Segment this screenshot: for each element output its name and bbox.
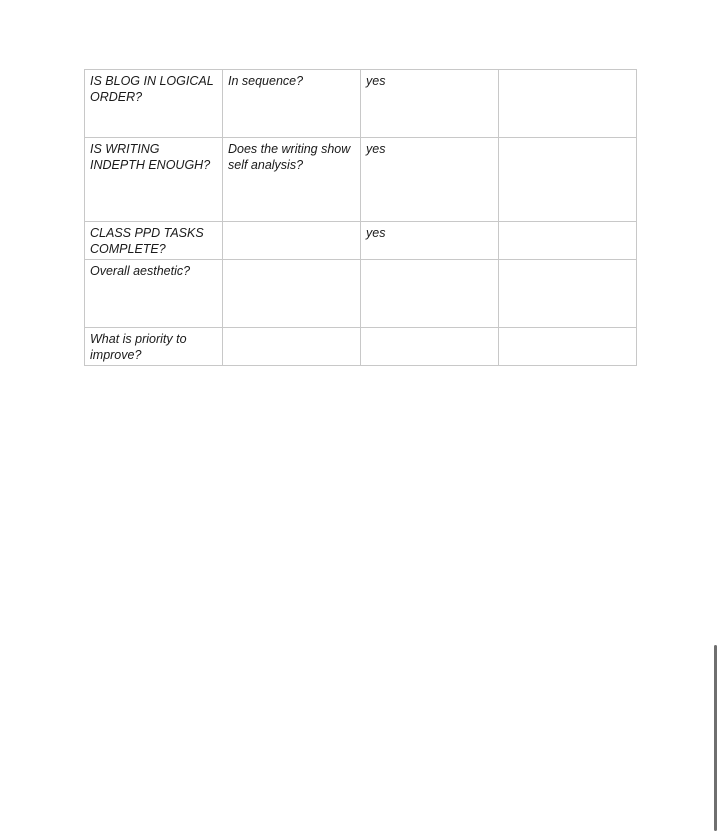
notes-cell[interactable] <box>499 328 637 366</box>
answer-cell[interactable]: yes <box>361 222 499 260</box>
notes-cell[interactable] <box>499 222 637 260</box>
notes-cell[interactable] <box>499 70 637 138</box>
vertical-scrollbar[interactable] <box>714 645 717 831</box>
answer-cell[interactable]: yes <box>361 70 499 138</box>
question-cell[interactable]: In sequence? <box>223 70 361 138</box>
table-row <box>85 138 637 222</box>
question-cell[interactable] <box>223 328 361 366</box>
table-row <box>85 328 637 366</box>
question-cell[interactable]: Does the writing show self analysis? <box>223 138 361 222</box>
criterion-cell[interactable]: IS WRITING INDEPTH ENOUGH? <box>85 138 223 222</box>
table-row <box>85 260 637 328</box>
criterion-cell[interactable]: IS BLOG IN LOGICAL ORDER? <box>85 70 223 138</box>
question-cell[interactable] <box>223 260 361 328</box>
criterion-cell[interactable]: CLASS PPD TASKS COMPLETE? <box>85 222 223 260</box>
table-row <box>85 70 637 138</box>
review-table <box>84 69 637 366</box>
answer-cell[interactable] <box>361 328 499 366</box>
answer-cell[interactable]: yes <box>361 138 499 222</box>
criterion-cell[interactable]: Overall aesthetic? <box>85 260 223 328</box>
notes-cell[interactable] <box>499 260 637 328</box>
notes-cell[interactable] <box>499 138 637 222</box>
criterion-cell[interactable]: What is priority to improve? <box>85 328 223 366</box>
table-row <box>85 222 637 260</box>
answer-cell[interactable] <box>361 260 499 328</box>
question-cell[interactable] <box>223 222 361 260</box>
